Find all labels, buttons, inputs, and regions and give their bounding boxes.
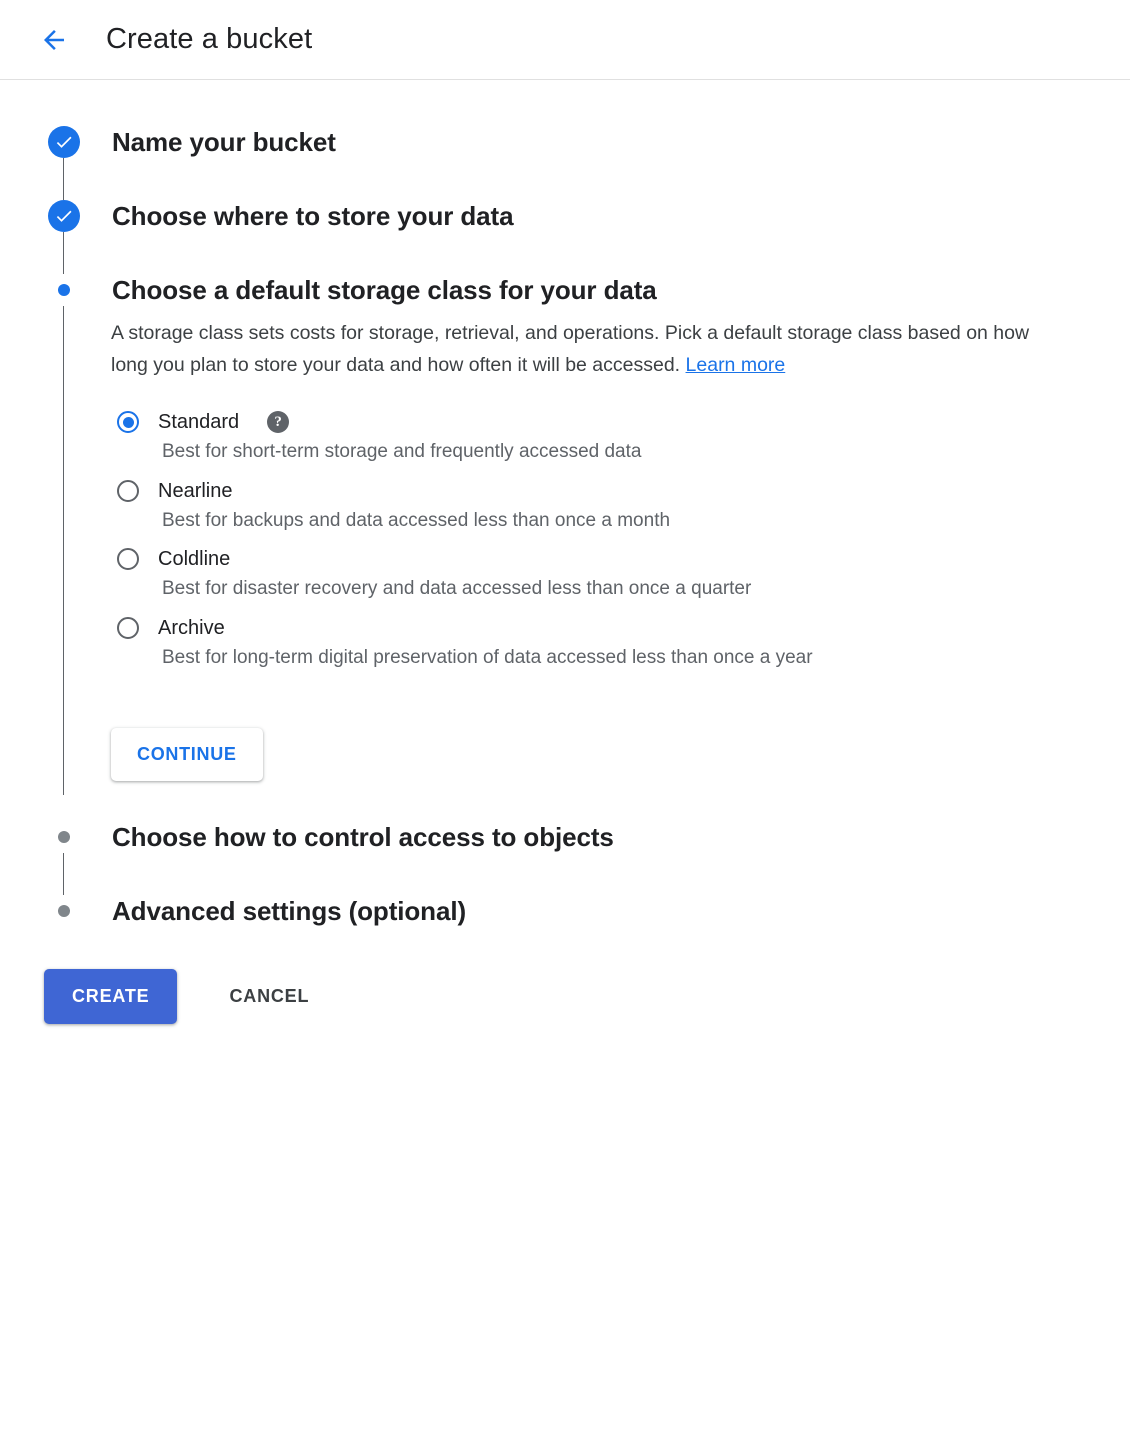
radio-label: Archive xyxy=(158,616,225,639)
radio-archive[interactable] xyxy=(117,617,139,639)
step-title: Advanced settings (optional) xyxy=(112,895,467,926)
step-name-your-bucket[interactable] xyxy=(0,126,1130,158)
radio-description: Best for short-term storage and frequently accessed data xyxy=(162,441,642,463)
stepper-connector xyxy=(63,306,64,795)
step-active-dot-icon xyxy=(48,274,80,296)
step-pending-dot-icon xyxy=(48,821,80,843)
radio-item-standard[interactable] xyxy=(111,411,1051,466)
step-title: Choose where to store your data xyxy=(112,201,514,231)
storage-class-panel xyxy=(0,306,1130,795)
stepper-connector xyxy=(63,853,64,895)
radio-label: Nearline xyxy=(158,479,233,502)
radio-description: Best for backups and data accessed less than once a month xyxy=(162,509,671,531)
radio-item-coldline[interactable] xyxy=(111,548,1051,603)
step-choose-storage-class[interactable] xyxy=(0,274,1130,306)
step-complete-icon xyxy=(48,126,80,158)
help-icon[interactable]: ? xyxy=(267,411,289,433)
step-pending-dot-icon xyxy=(48,895,80,917)
step-title: Name your bucket xyxy=(112,127,336,157)
create-button[interactable]: CREATE xyxy=(44,969,177,1024)
step-choose-access-control[interactable] xyxy=(0,821,1130,853)
storage-class-radio-group[interactable] xyxy=(111,411,1051,671)
radio-item-archive[interactable] xyxy=(111,617,1051,672)
radio-item-nearline[interactable] xyxy=(111,480,1051,535)
cancel-button[interactable]: CANCEL xyxy=(207,969,331,1024)
create-bucket-stepper xyxy=(0,80,1130,927)
radio-coldline[interactable] xyxy=(117,548,139,570)
step-title: Choose a default storage class for your data xyxy=(112,275,657,305)
dialog-footer xyxy=(0,969,1130,1024)
page-title: Create a bucket xyxy=(106,23,313,55)
page-header xyxy=(0,0,1130,80)
step-choose-where-to-store[interactable] xyxy=(0,200,1130,232)
step-title: Choose how to control access to objects xyxy=(112,821,614,852)
radio-standard[interactable] xyxy=(117,411,139,433)
back-arrow-icon[interactable] xyxy=(30,16,78,64)
radio-label: Standard xyxy=(158,411,240,434)
stepper-connector xyxy=(63,232,64,274)
learn-more-link[interactable]: Learn more xyxy=(685,353,786,376)
radio-description: Best for long-term digital preservation of data accessed less than once a year xyxy=(162,646,813,668)
step-advanced-settings[interactable] xyxy=(0,895,1130,927)
radio-label: Coldline xyxy=(158,548,231,571)
step-complete-icon xyxy=(48,200,80,232)
radio-nearline[interactable] xyxy=(117,480,139,502)
storage-class-description-text: A storage class sets costs for storage, retrieval, and operations. Pick a default storage class based on how long you plan to store your data and how often it will be accessed. xyxy=(111,322,1030,376)
continue-button[interactable]: CONTINUE xyxy=(111,728,263,781)
storage-class-description xyxy=(111,318,1051,381)
radio-description: Best for disaster recovery and data accessed less than once a quarter xyxy=(162,578,752,600)
stepper-connector xyxy=(63,158,64,200)
